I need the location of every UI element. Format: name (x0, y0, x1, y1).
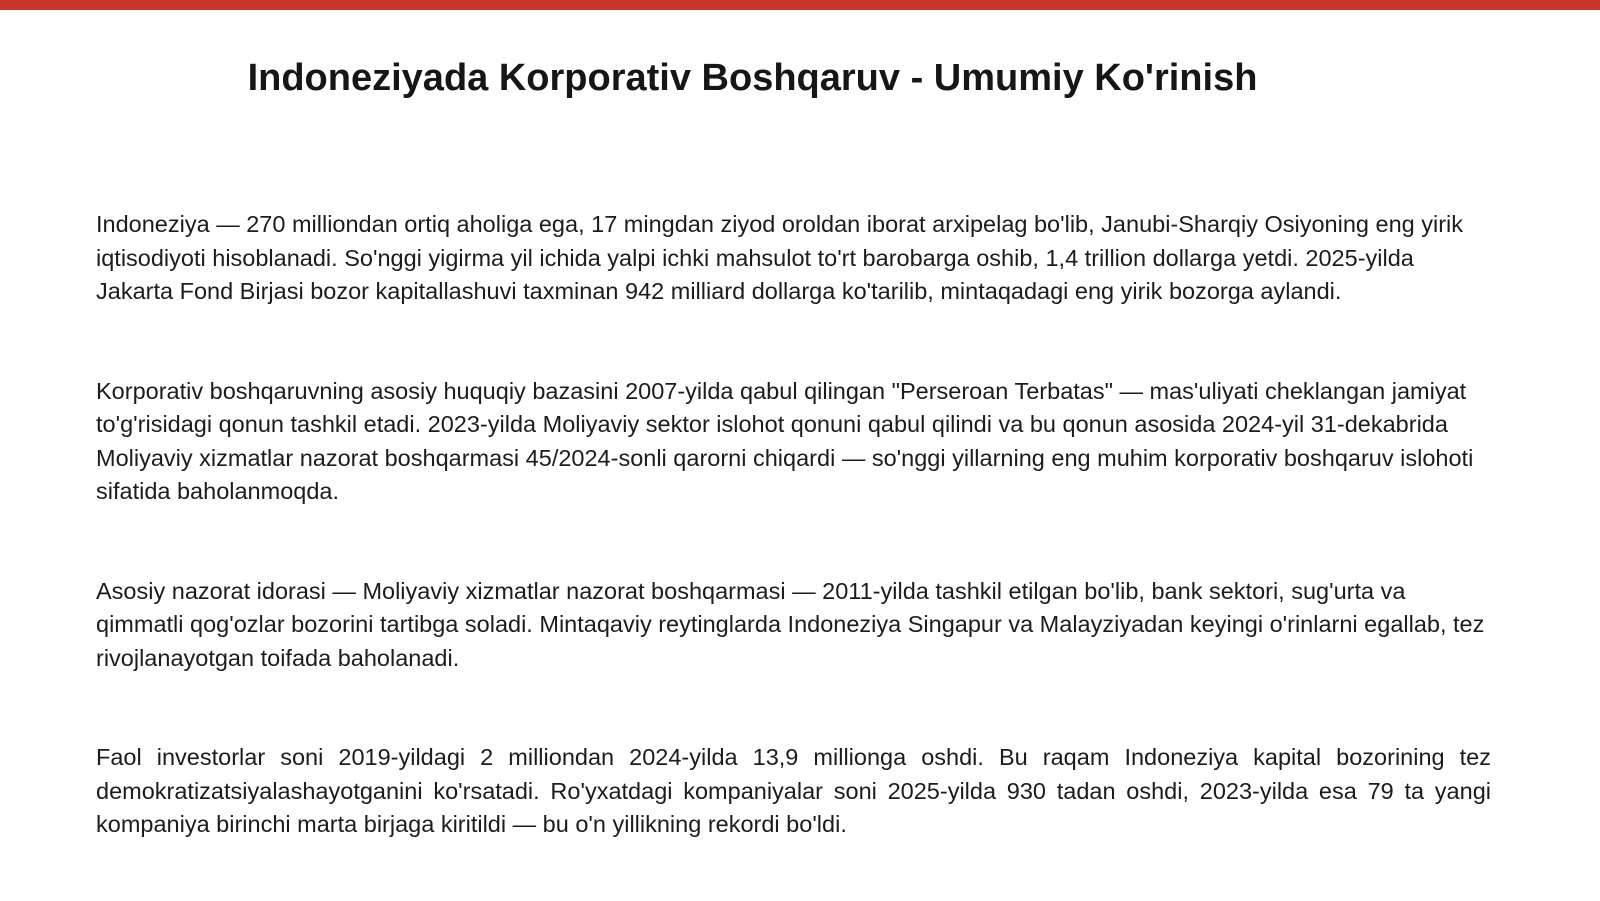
accent-bar (0, 0, 1600, 10)
paragraph-investors: Faol investorlar soni 2019-yildagi 2 milliondan 2024-yilda 13,9 millionga oshdi. Bu raqam Indoneziya kapital bozorining tez demokratizatsiyalashayotganini ko'rsatadi. Ro'yxatdagi kompaniyalar soni 2025-yilda 930 tadan oshdi, 2023-yilda esa 79 ta yangi kompaniya birinchi marta birjaga kiritildi — bu o'n yillikning rekordi bo'ldi. (96, 744, 1491, 837)
slide-title: Indoneziyada Korporativ Boshqaruv - Umumiy Ko'rinish (247, 57, 1258, 99)
paragraph-overview: Indoneziya — 270 milliondan ortiq aholiga ega, 17 mingdan ziyod oroldan iborat arxipelag bo'lib, Janubi-Sharqiy Osiyoning eng yirik iqtisodiyoti hisoblanadi. So'nggi yigirma yil ichida yalpi ichki mahsulot to'rt barobarga oshib, 1,4 trillion dollarga yetdi. 2025-yilda Jakarta Fond Birjasi bozor kapitallashuvi taxminan 942 milliard dollarga ko'tarilib, mintaqadagi eng yirik bozorga aylandi. (96, 211, 1464, 304)
slide-body (96, 208, 1491, 842)
paragraph-legal-framework: Korporativ boshqaruvning asosiy huquqiy bazasini 2007-yilda qabul qilingan "Perseroan Terbatas" — mas'uliyati cheklangan jamiyat to'g'risidagi qonun tashkil etadi. 2023-yilda Moliyaviy sektor islohot qonuni qabul qilindi va bu qonun asosida 2024-yil 31-dekabrida Moliyaviy xizmatlar nazorat boshqarmasi 45/2024-sonli qarorni chiqardi — so'nggi yillarning eng muhim korporativ boshqaruv islohoti sifatida baholanmoqda. (96, 377, 1474, 504)
paragraph-regulator: Asosiy nazorat idorasi — Moliyaviy xizmatlar nazorat boshqarmasi — 2011-yilda tashkil etilgan bo'lib, bank sektori, sug'urta va qimmatli qog'ozlar bozorini tartibga soladi. Mintaqaviy reytinglarda Indoneziya Singapur va Malayziyadan keyingi o'rinlarni egallab, tez rivojlanayotgan toifada baholanadi. (96, 577, 1485, 671)
